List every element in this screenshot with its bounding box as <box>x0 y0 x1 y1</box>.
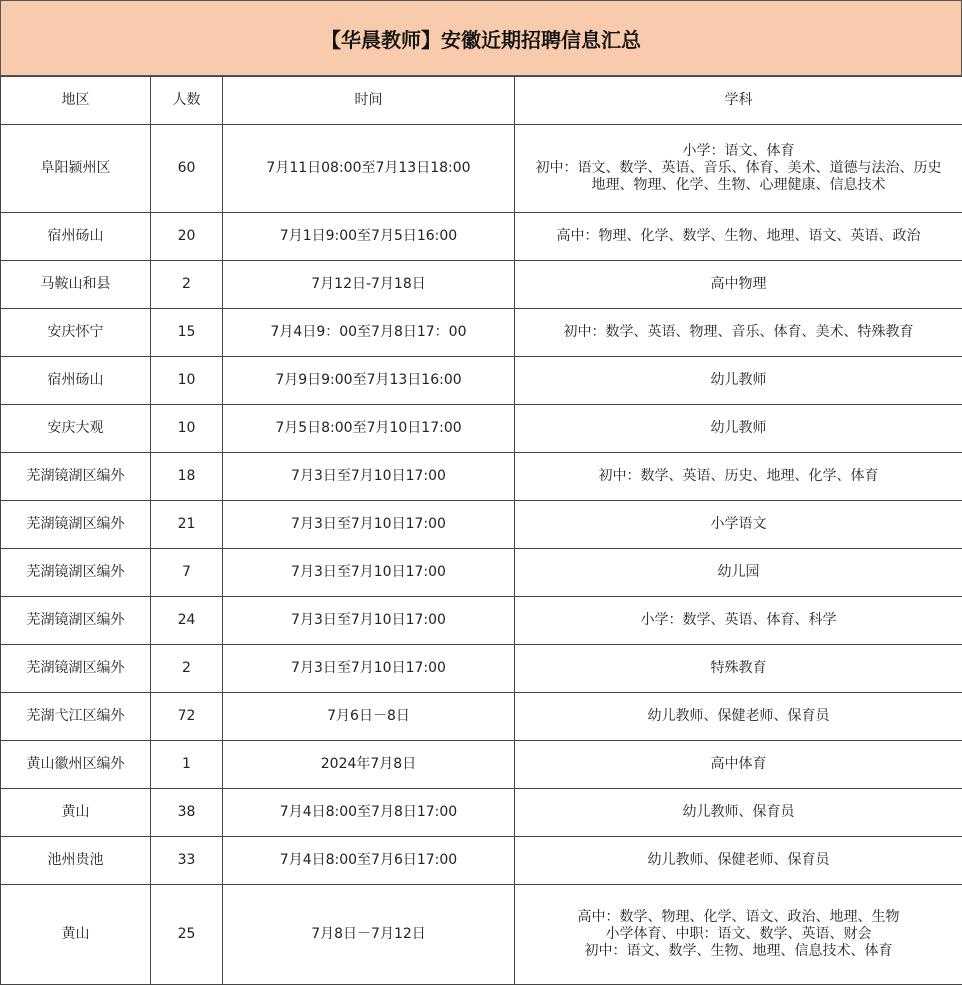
subject-line: 幼儿教师、保健老师、保育员 <box>515 708 962 725</box>
region-cell: 芜湖镜湖区编外 <box>1 453 151 501</box>
region-cell: 芜湖镜湖区编外 <box>1 645 151 693</box>
time-cell: 7月12日-7月18日 <box>223 261 515 309</box>
time-cell: 7月6日－8日 <box>223 693 515 741</box>
subject-cell <box>515 405 962 453</box>
table-row <box>1 789 962 837</box>
subject-line: 小学：数学、英语、体育、科学 <box>515 612 962 629</box>
count-cell: 18 <box>151 453 223 501</box>
region-cell: 芜湖镜湖区编外 <box>1 549 151 597</box>
time-cell: 7月3日至7月10日17:00 <box>223 501 515 549</box>
header-region: 地区 <box>1 77 151 125</box>
count-cell: 60 <box>151 125 223 213</box>
subject-cell <box>515 261 962 309</box>
region-cell: 黄山 <box>1 789 151 837</box>
header-time: 时间 <box>223 77 515 125</box>
subject-line: 幼儿教师、保健老师、保育员 <box>515 852 962 869</box>
subject-line: 幼儿教师、保育员 <box>515 804 962 821</box>
count-cell: 72 <box>151 693 223 741</box>
subject-cell <box>515 597 962 645</box>
time-cell: 7月8日－7月12日 <box>223 885 515 985</box>
time-cell: 7月4日8:00至7月8日17:00 <box>223 789 515 837</box>
table-row <box>1 453 962 501</box>
time-cell: 7月1日9:00至7月5日16:00 <box>223 213 515 261</box>
region-cell: 宿州砀山 <box>1 213 151 261</box>
region-cell: 安庆大观 <box>1 405 151 453</box>
subject-cell <box>515 645 962 693</box>
table-row <box>1 405 962 453</box>
time-cell: 7月3日至7月10日17:00 <box>223 549 515 597</box>
region-cell: 池州贵池 <box>1 837 151 885</box>
table-row <box>1 357 962 405</box>
region-cell: 芜湖镜湖区编外 <box>1 501 151 549</box>
subject-cell <box>515 789 962 837</box>
time-cell: 7月3日至7月10日17:00 <box>223 597 515 645</box>
subject-cell <box>515 213 962 261</box>
subject-line: 高中：数学、物理、化学、语文、政治、地理、生物 <box>515 909 962 926</box>
count-cell: 7 <box>151 549 223 597</box>
subject-line: 初中：语文、数学、英语、音乐、体育、美术、道德与法治、历史 <box>515 160 962 177</box>
subject-line: 高中物理 <box>515 276 962 293</box>
subject-cell <box>515 357 962 405</box>
table-row <box>1 741 962 789</box>
header-subject: 学科 <box>515 77 962 125</box>
subject-cell <box>515 453 962 501</box>
subject-cell <box>515 693 962 741</box>
subject-line: 小学：语文、体育 <box>515 143 962 160</box>
subject-line: 初中：数学、英语、物理、音乐、体育、美术、特殊教育 <box>515 324 962 341</box>
time-cell: 7月5日8:00至7月10日17:00 <box>223 405 515 453</box>
time-cell: 7月3日至7月10日17:00 <box>223 453 515 501</box>
subject-line: 小学语文 <box>515 516 962 533</box>
region-cell: 宿州砀山 <box>1 357 151 405</box>
table-row <box>1 309 962 357</box>
count-cell: 33 <box>151 837 223 885</box>
subject-line: 初中：语文、数学、生物、地理、信息技术、体育 <box>515 943 962 960</box>
count-cell: 10 <box>151 357 223 405</box>
subject-cell <box>515 837 962 885</box>
sheet-title: 【华晨教师】安徽近期招聘信息汇总 <box>0 0 962 76</box>
subject-line: 小学体育、中职：语文、数学、英语、财会 <box>515 926 962 943</box>
subject-line: 特殊教育 <box>515 660 962 677</box>
count-cell: 10 <box>151 405 223 453</box>
table-row <box>1 597 962 645</box>
region-cell: 马鞍山和县 <box>1 261 151 309</box>
region-cell: 黄山 <box>1 885 151 985</box>
subject-cell <box>515 501 962 549</box>
time-cell: 7月3日至7月10日17:00 <box>223 645 515 693</box>
subject-cell <box>515 309 962 357</box>
time-cell: 7月4日8:00至7月6日17:00 <box>223 837 515 885</box>
region-cell: 阜阳颍州区 <box>1 125 151 213</box>
table-row <box>1 261 962 309</box>
table-row <box>1 501 962 549</box>
count-cell: 24 <box>151 597 223 645</box>
subject-line: 高中体育 <box>515 756 962 773</box>
subject-cell <box>515 885 962 985</box>
table-row <box>1 693 962 741</box>
table-row <box>1 549 962 597</box>
subject-line: 幼儿教师 <box>515 420 962 437</box>
table-row <box>1 213 962 261</box>
region-cell: 黄山徽州区编外 <box>1 741 151 789</box>
table-row <box>1 885 962 985</box>
count-cell: 20 <box>151 213 223 261</box>
region-cell: 安庆怀宁 <box>1 309 151 357</box>
subject-line: 幼儿教师 <box>515 372 962 389</box>
count-cell: 2 <box>151 645 223 693</box>
recruitment-table <box>0 76 962 985</box>
subject-line: 幼儿园 <box>515 564 962 581</box>
subject-cell <box>515 125 962 213</box>
region-cell: 芜湖镜湖区编外 <box>1 597 151 645</box>
region-cell: 芜湖弋江区编外 <box>1 693 151 741</box>
subject-cell <box>515 741 962 789</box>
time-cell: 2024年7月8日 <box>223 741 515 789</box>
subject-cell <box>515 549 962 597</box>
count-cell: 1 <box>151 741 223 789</box>
table-row <box>1 125 962 213</box>
header-row <box>1 77 962 125</box>
count-cell: 25 <box>151 885 223 985</box>
header-count: 人数 <box>151 77 223 125</box>
subject-line: 地理、物理、化学、生物、心理健康、信息技术 <box>515 177 962 194</box>
table-row <box>1 837 962 885</box>
count-cell: 38 <box>151 789 223 837</box>
count-cell: 2 <box>151 261 223 309</box>
subject-line: 高中：物理、化学、数学、生物、地理、语文、英语、政治 <box>515 228 962 245</box>
time-cell: 7月4日9：00至7月8日17：00 <box>223 309 515 357</box>
table-row <box>1 645 962 693</box>
time-cell: 7月9日9:00至7月13日16:00 <box>223 357 515 405</box>
time-cell: 7月11日08:00至7月13日18:00 <box>223 125 515 213</box>
subject-line: 初中：数学、英语、历史、地理、化学、体育 <box>515 468 962 485</box>
count-cell: 21 <box>151 501 223 549</box>
count-cell: 15 <box>151 309 223 357</box>
